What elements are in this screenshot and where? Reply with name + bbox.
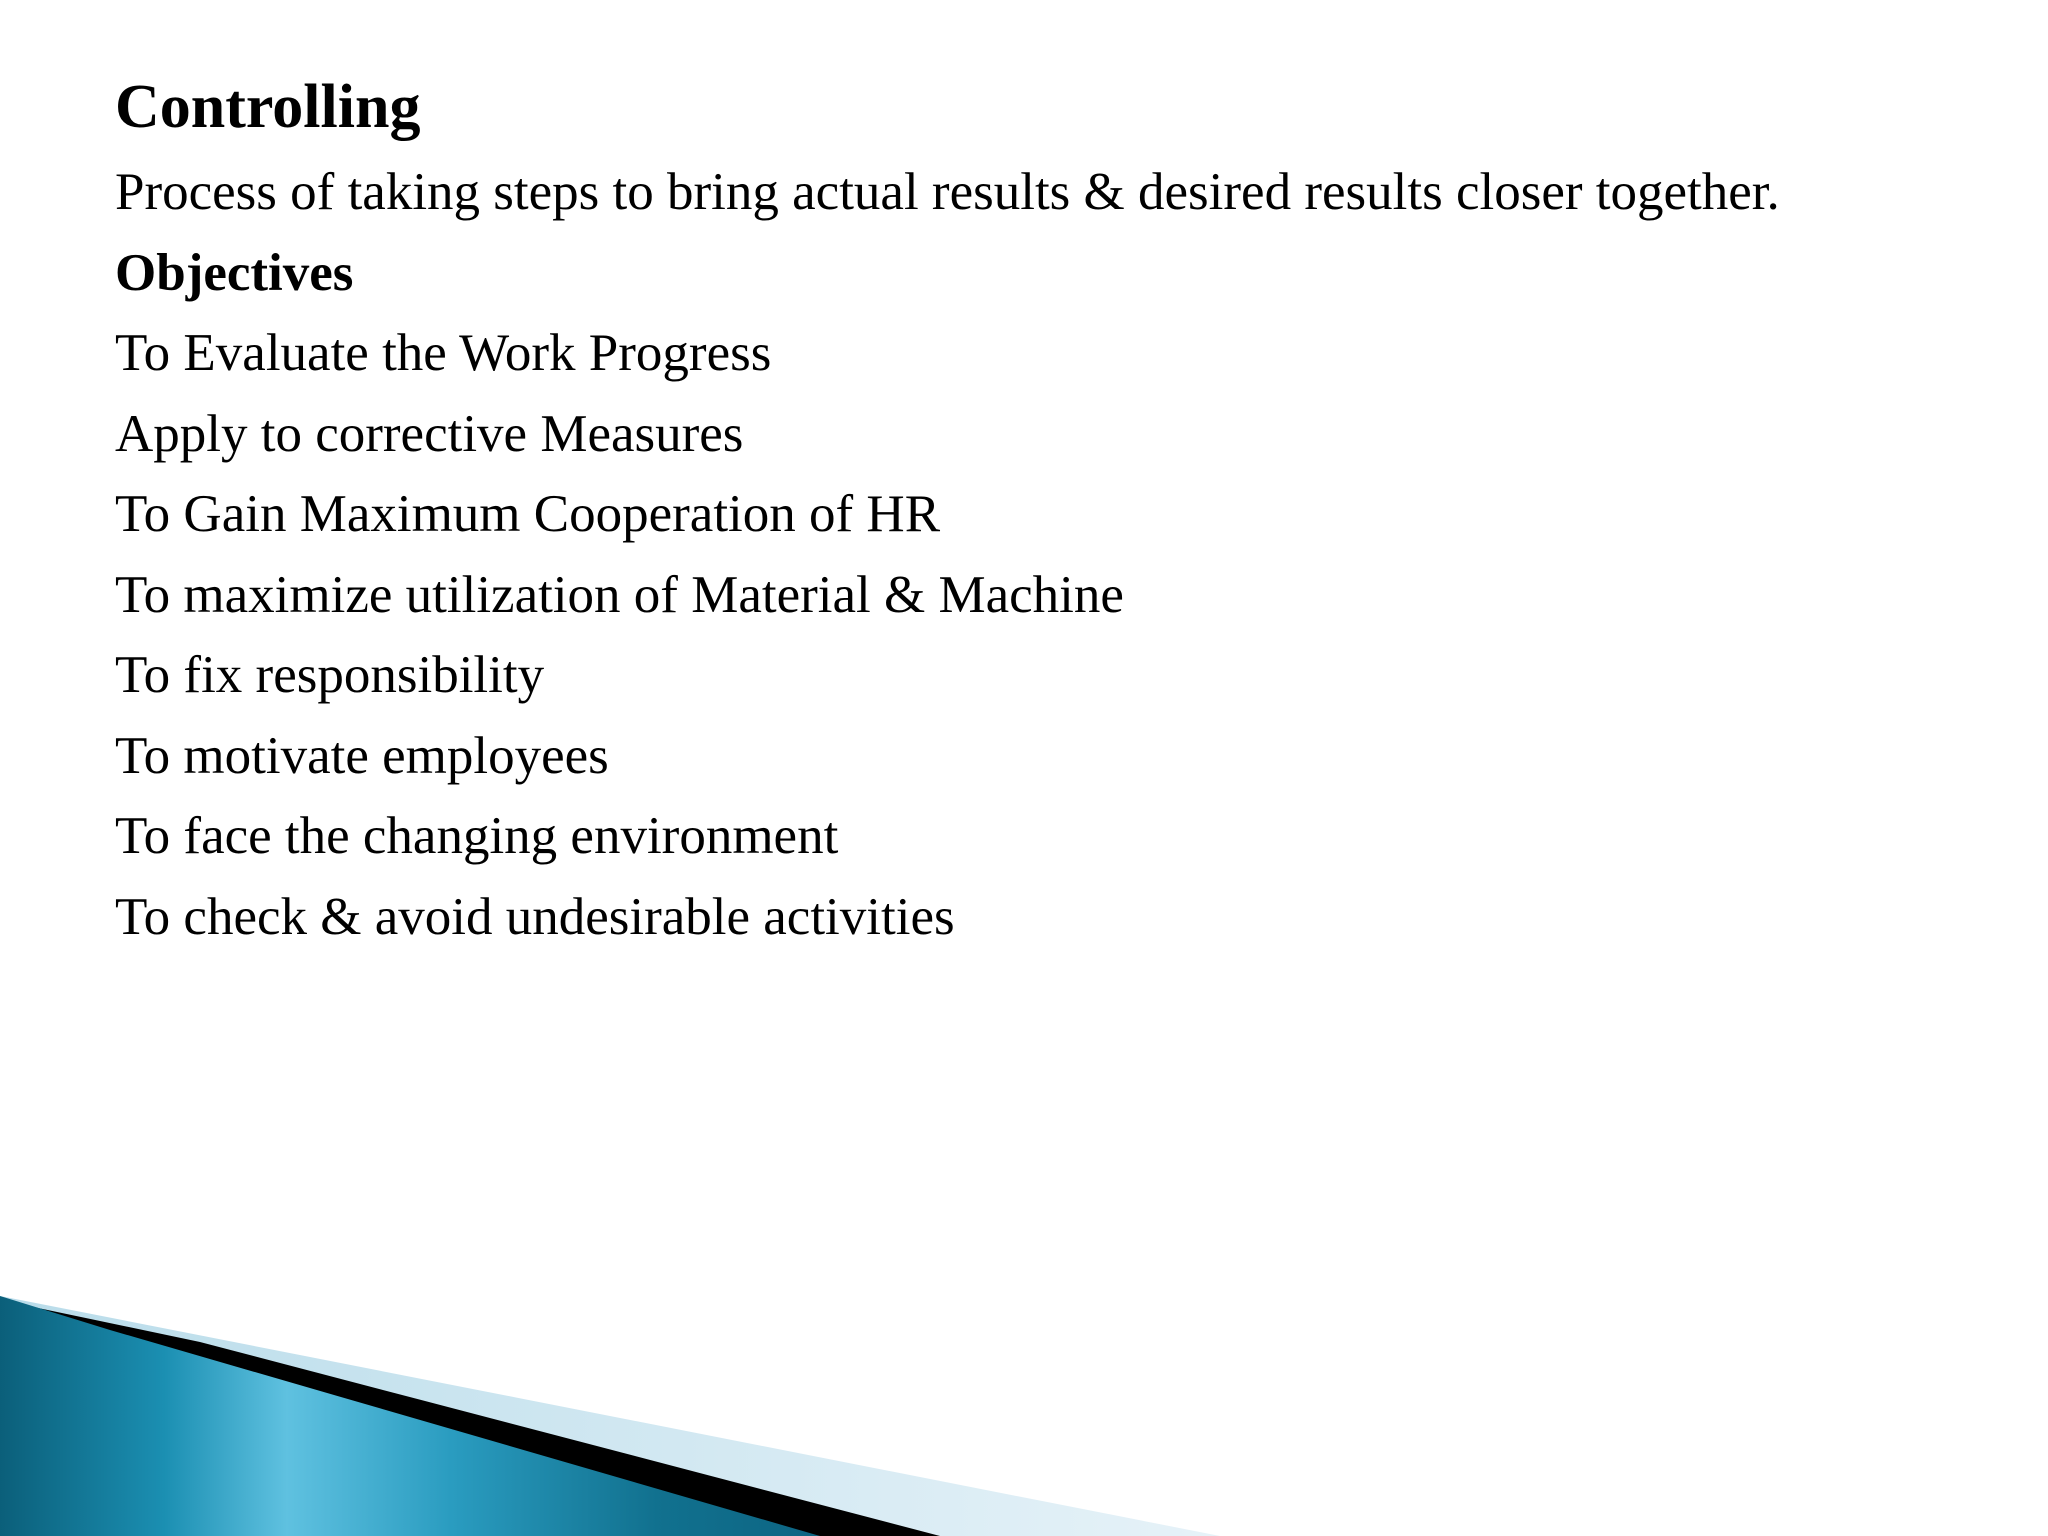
definition-text: Process of taking steps to bring actual results & desired results closer together. [115,163,1780,221]
objective-item: To fix responsibility [115,646,545,704]
objectives-list [115,313,1995,957]
objectives-heading: Objectives [115,243,354,302]
objective-item: To motivate employees [115,726,609,785]
objective-item: To Evaluate the Work Progress [115,324,772,382]
blue-wedge [0,1296,820,1536]
objective-item: To face the changing environment [115,807,839,865]
objective-item: To Gain Maximum Cooperation of HR [115,485,941,543]
black-band [0,1300,940,1536]
objective-item: To check & avoid undesirable activities [115,887,955,946]
objective-item: To maximize utilization of Material & Machine [115,565,1124,624]
pale-wedge [0,1296,1220,1536]
slide-content [115,62,1995,957]
slide-title: Controlling [115,73,421,141]
objective-item: Apply to corrective Measures [115,404,744,463]
